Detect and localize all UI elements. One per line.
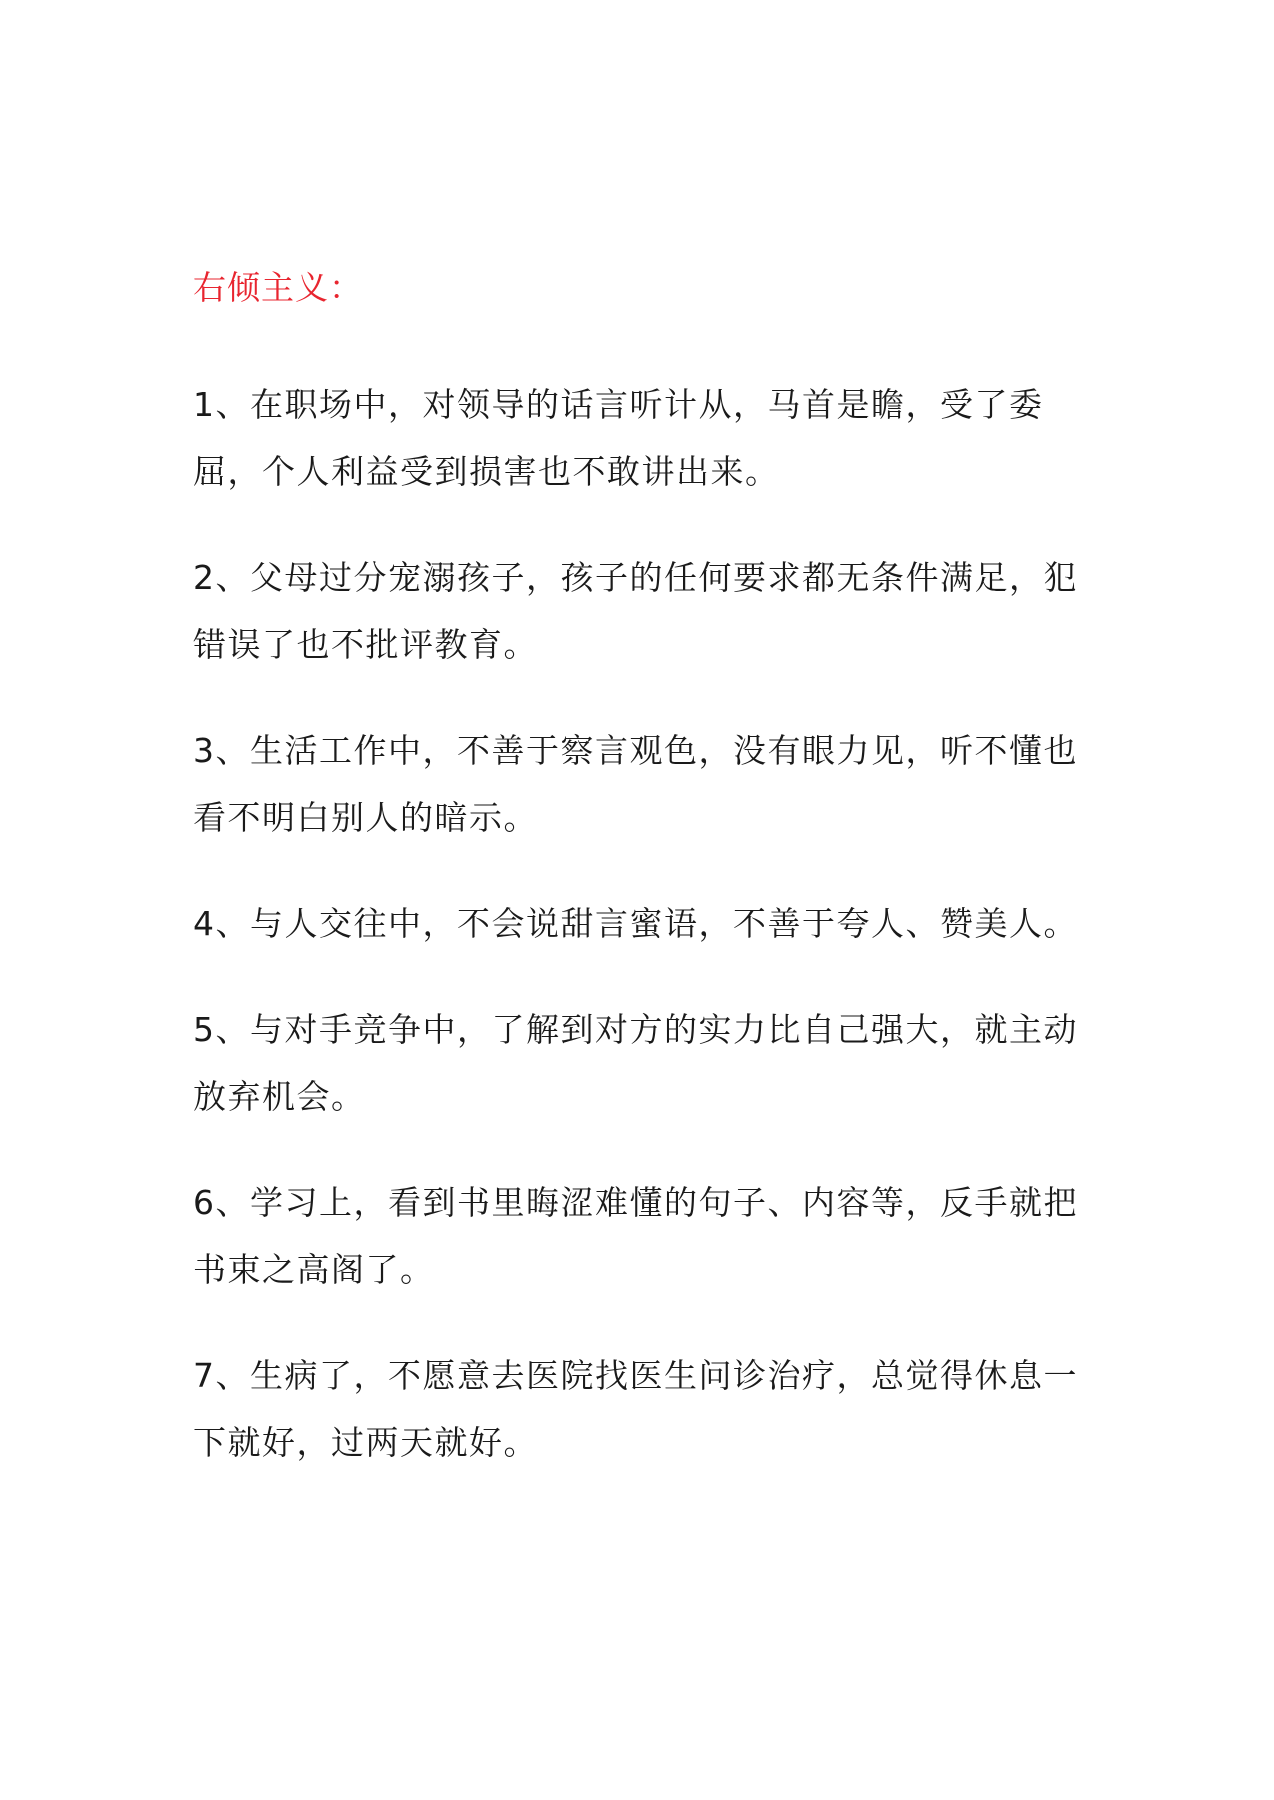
section-heading: 右倾主义： xyxy=(193,268,363,307)
list-item: 7、生病了，不愿意去医院找医生问诊治疗，总觉得休息一下就好，过两天就好。 xyxy=(193,1356,1078,1462)
list-item: 4、与人交往中，不会说甜言蜜语，不善于夸人、赞美人。 xyxy=(193,904,1078,943)
list-item: 5、与对手竞争中，了解到对方的实力比自己强大，就主动放弃机会。 xyxy=(193,1010,1078,1116)
list-item: 1、在职场中，对领导的话言听计从，马首是瞻，受了委屈，个人利益受到损害也不敢讲出来。 xyxy=(193,385,1044,491)
list-item: 6、学习上，看到书里晦涩难懂的句子、内容等，反手就把书束之高阁了。 xyxy=(193,1183,1078,1289)
list-item: 3、生活工作中，不善于察言观色，没有眼力见，听不懂也看不明白别人的暗示。 xyxy=(193,731,1078,837)
list-item: 2、父母过分宠溺孩子，孩子的任何要求都无条件满足，犯错误了也不批评教育。 xyxy=(193,558,1078,664)
item-list xyxy=(193,371,1093,1515)
